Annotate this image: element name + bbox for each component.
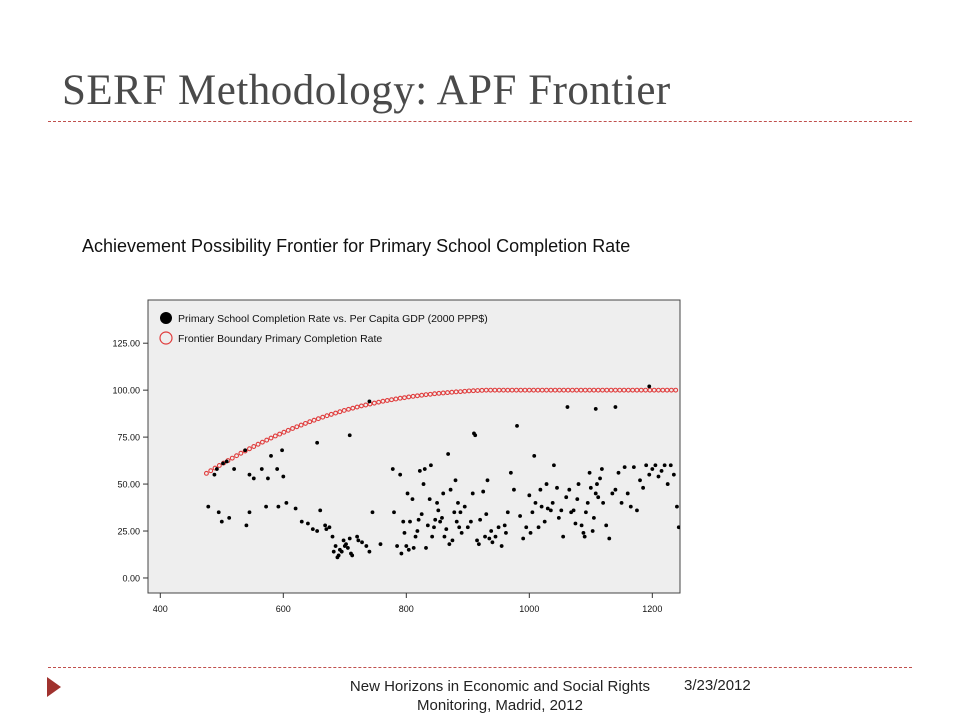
data-point <box>504 531 508 535</box>
data-point <box>346 546 350 550</box>
data-point <box>532 454 536 458</box>
footer-date: 3/23/2012 <box>684 677 751 694</box>
data-point <box>592 516 596 520</box>
data-point <box>221 462 225 466</box>
data-point <box>481 490 485 494</box>
data-point <box>617 471 621 475</box>
data-point <box>669 463 673 467</box>
data-point <box>225 460 229 464</box>
data-point <box>469 520 473 524</box>
data-point <box>417 518 421 522</box>
data-point <box>494 535 498 539</box>
data-point <box>529 531 533 535</box>
data-point <box>420 512 424 516</box>
data-point <box>484 512 488 516</box>
data-point <box>463 505 467 509</box>
data-point <box>424 546 428 550</box>
y-tick-label: 75.00 <box>117 432 140 443</box>
y-tick-label: 0.00 <box>122 573 140 584</box>
legend-marker-observed <box>160 312 172 324</box>
data-point <box>647 384 651 388</box>
data-point <box>564 495 568 499</box>
data-point <box>398 473 402 477</box>
data-point <box>534 501 538 505</box>
data-point <box>452 510 456 514</box>
data-point <box>614 488 618 492</box>
data-point <box>429 463 433 467</box>
data-point <box>456 501 460 505</box>
data-point <box>543 520 547 524</box>
data-point <box>586 501 590 505</box>
data-point <box>512 488 516 492</box>
data-point <box>644 463 648 467</box>
data-point <box>332 550 336 554</box>
data-point <box>355 535 359 539</box>
data-point <box>360 540 364 544</box>
data-point <box>206 505 210 509</box>
data-point <box>596 495 600 499</box>
data-point <box>641 486 645 490</box>
data-point <box>584 510 588 514</box>
data-point <box>315 441 319 445</box>
data-point <box>379 542 383 546</box>
data-point <box>580 523 584 527</box>
data-point <box>626 492 630 496</box>
data-point <box>443 535 447 539</box>
data-point <box>475 539 479 543</box>
data-point <box>454 478 458 482</box>
data-point <box>591 529 595 533</box>
data-point <box>572 508 576 512</box>
data-point <box>657 475 661 479</box>
data-point <box>444 527 448 531</box>
data-point <box>368 550 372 554</box>
data-point <box>364 544 368 548</box>
data-point <box>423 467 427 471</box>
data-point <box>318 508 322 512</box>
chart-subtitle: Achievement Possibility Frontier for Primary School Completion Rate <box>82 236 631 256</box>
data-point <box>403 531 407 535</box>
data-point <box>566 405 570 409</box>
data-point <box>552 463 556 467</box>
data-point <box>483 535 487 539</box>
data-point <box>340 550 344 554</box>
data-point <box>491 540 495 544</box>
data-point <box>629 505 633 509</box>
data-point <box>582 531 586 535</box>
data-point <box>509 471 513 475</box>
data-point <box>538 488 542 492</box>
data-point <box>415 529 419 533</box>
data-point <box>328 525 332 529</box>
data-point <box>497 525 501 529</box>
data-point <box>399 552 403 556</box>
data-point <box>275 467 279 471</box>
data-point <box>537 525 541 529</box>
data-point <box>391 467 395 471</box>
data-point <box>500 544 504 548</box>
y-tick-label: 125.00 <box>112 338 140 349</box>
data-point <box>600 467 604 471</box>
data-point <box>577 482 581 486</box>
y-tick-label: 25.00 <box>117 526 140 537</box>
data-point <box>471 492 475 496</box>
data-point <box>486 478 490 482</box>
data-point <box>215 467 219 471</box>
x-tick-label: 1200 <box>642 604 663 614</box>
data-point <box>404 544 408 548</box>
data-point <box>348 433 352 437</box>
data-point <box>518 514 522 518</box>
data-point <box>620 501 624 505</box>
data-point <box>610 492 614 496</box>
data-point <box>503 523 507 527</box>
footer-event: New Horizons in Economic and Social Rights Monitoring, Madrid, 2012 <box>349 678 651 714</box>
x-tick-label: 600 <box>275 604 291 614</box>
data-point <box>281 475 285 479</box>
data-point <box>248 473 252 477</box>
data-point <box>601 501 605 505</box>
data-point <box>561 535 565 539</box>
x-tick-label: 400 <box>152 604 168 614</box>
data-point <box>392 510 396 514</box>
data-point <box>457 525 461 529</box>
data-point <box>660 469 664 473</box>
data-point <box>426 523 430 527</box>
data-point <box>459 510 463 514</box>
data-point <box>635 508 639 512</box>
data-point <box>306 522 310 526</box>
data-point <box>675 505 679 509</box>
data-point <box>408 520 412 524</box>
data-point <box>331 535 335 539</box>
data-point <box>455 520 459 524</box>
data-point <box>506 510 510 514</box>
data-point <box>540 505 544 509</box>
data-point <box>356 539 360 543</box>
data-point <box>418 469 422 473</box>
data-point <box>227 516 231 520</box>
data-point <box>594 492 598 496</box>
data-point <box>414 535 418 539</box>
data-point <box>220 520 224 524</box>
data-point <box>412 546 416 550</box>
data-point <box>323 523 327 527</box>
data-point <box>334 544 338 548</box>
data-point <box>672 473 676 477</box>
data-point <box>666 482 670 486</box>
data-point <box>217 510 221 514</box>
data-point <box>245 523 249 527</box>
data-point <box>266 477 270 481</box>
data-point <box>441 492 445 496</box>
data-point <box>213 473 217 477</box>
data-point <box>337 554 341 558</box>
data-point <box>663 463 667 467</box>
data-point <box>401 520 405 524</box>
data-point <box>551 501 555 505</box>
data-point <box>595 482 599 486</box>
data-point <box>406 492 410 496</box>
data-point <box>574 522 578 526</box>
data-point <box>449 488 453 492</box>
data-point <box>477 542 481 546</box>
footer-arrow-icon <box>47 677 61 697</box>
slide-title: SERF Methodology: APF Frontier <box>62 67 671 114</box>
footer-divider <box>48 667 912 668</box>
data-point <box>478 518 482 522</box>
data-point <box>446 452 450 456</box>
data-point <box>395 544 399 548</box>
data-point <box>440 516 444 520</box>
data-point <box>411 497 415 501</box>
data-point <box>342 539 346 543</box>
data-point <box>350 554 354 558</box>
data-point <box>243 448 247 452</box>
data-point <box>623 465 627 469</box>
data-point <box>460 531 464 535</box>
data-point <box>269 454 273 458</box>
data-point <box>557 516 561 520</box>
data-point <box>575 497 579 501</box>
data-point <box>489 529 493 533</box>
data-point <box>598 477 602 481</box>
data-point <box>545 482 549 486</box>
data-point <box>430 535 434 539</box>
data-point <box>549 508 553 512</box>
data-point <box>487 537 491 541</box>
data-point <box>527 493 531 497</box>
data-point <box>438 520 442 524</box>
data-point <box>260 467 264 471</box>
data-point <box>344 542 348 546</box>
data-point <box>248 510 252 514</box>
data-point <box>567 488 571 492</box>
data-point <box>232 467 236 471</box>
data-point <box>348 537 352 541</box>
data-point <box>530 510 534 514</box>
data-point <box>280 448 284 452</box>
data-point <box>650 467 654 471</box>
data-point <box>436 508 440 512</box>
legend-label-observed: Primary School Completion Rate vs. Per Capita GDP (2000 PPP$) <box>178 313 488 325</box>
data-point <box>466 525 470 529</box>
data-point <box>433 518 437 522</box>
x-tick-label: 800 <box>398 604 414 614</box>
data-point <box>647 473 651 477</box>
data-point <box>284 501 288 505</box>
data-point <box>428 497 432 501</box>
y-tick-label: 50.00 <box>117 479 140 490</box>
data-point <box>524 525 528 529</box>
data-point <box>451 539 455 543</box>
data-point <box>515 424 519 428</box>
data-point <box>368 400 372 404</box>
data-point <box>432 525 436 529</box>
data-point <box>614 405 618 409</box>
data-point <box>300 520 304 524</box>
data-point <box>653 463 657 467</box>
data-point <box>473 433 477 437</box>
data-point <box>447 542 451 546</box>
data-point <box>264 505 268 509</box>
data-point <box>638 478 642 482</box>
data-point <box>371 510 375 514</box>
data-point <box>583 535 587 539</box>
data-point <box>407 548 411 552</box>
data-point <box>594 407 598 411</box>
data-point <box>315 529 319 533</box>
data-point <box>559 508 563 512</box>
data-point <box>435 501 439 505</box>
x-tick-label: 1000 <box>519 604 540 614</box>
data-point <box>422 482 426 486</box>
data-point <box>294 507 298 511</box>
data-point <box>632 465 636 469</box>
legend-label-frontier: Frontier Boundary Primary Completion Rate <box>178 333 383 345</box>
data-point <box>604 523 608 527</box>
data-point <box>252 477 256 481</box>
data-point <box>311 527 315 531</box>
data-point <box>555 486 559 490</box>
data-point <box>521 537 525 541</box>
data-point <box>588 471 592 475</box>
y-tick-label: 100.00 <box>112 385 140 396</box>
data-point <box>607 537 611 541</box>
data-point <box>589 486 593 490</box>
data-point <box>276 505 280 509</box>
